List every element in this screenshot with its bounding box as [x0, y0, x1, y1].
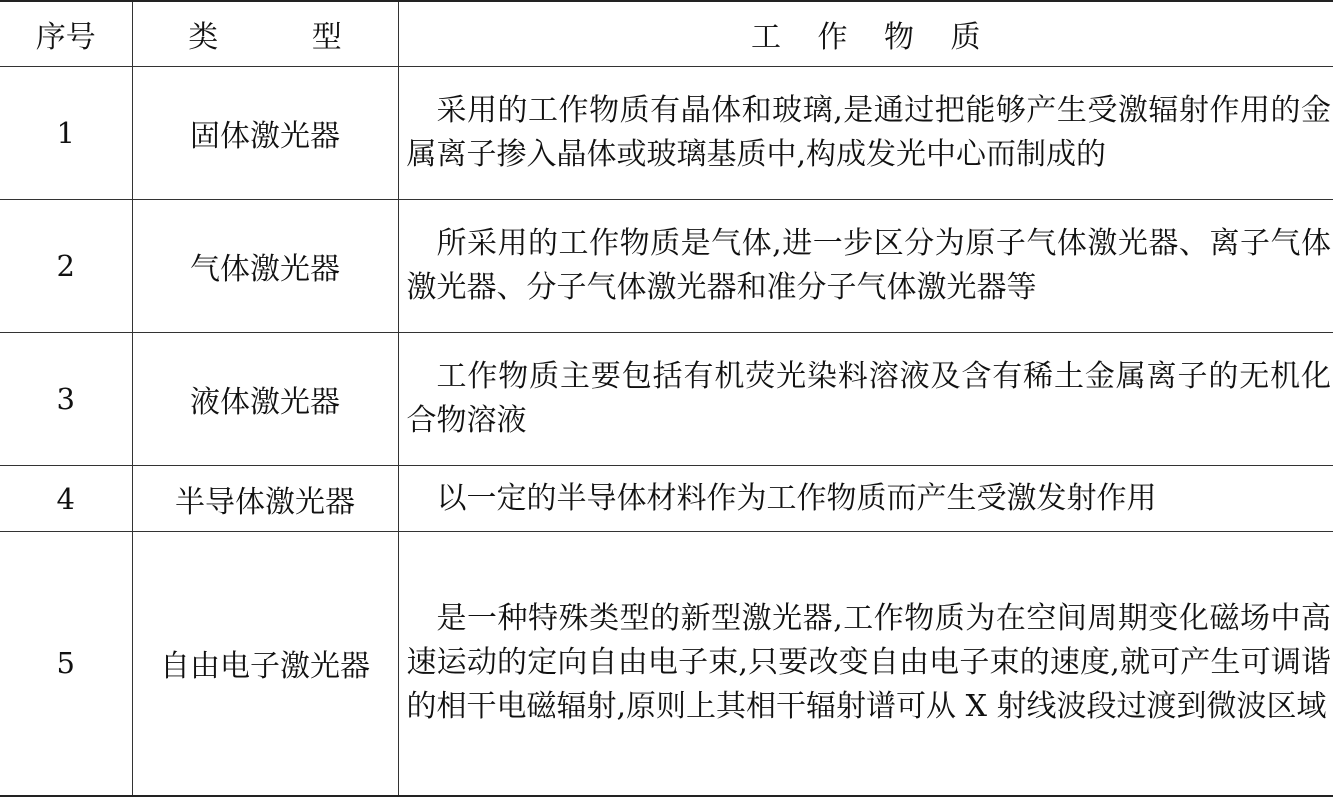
working-material: 以一定的半导体材料作为工作物质而产生受激发射作用	[398, 466, 1333, 532]
header-material-label: 工 作 物 质	[750, 20, 995, 55]
header-row	[0, 1, 1333, 67]
working-material: 所采用的工作物质是气体,进一步区分为原子气体激光器、离子气体激光器、分子气体激光器和准分子气体激光器等	[398, 200, 1333, 333]
header-type-label: 类 型	[188, 20, 384, 55]
table-row	[0, 200, 1333, 333]
row-number: 5	[0, 532, 132, 796]
row-number: 4	[0, 466, 132, 532]
row-number: 3	[0, 333, 132, 466]
laser-type: 自由电子激光器	[132, 532, 398, 796]
laser-type: 固体激光器	[132, 67, 398, 200]
header-no: 序号	[0, 1, 132, 67]
working-material: 工作物质主要包括有机荧光染料溶液及含有稀土金属离子的无机化合物溶液	[398, 333, 1333, 466]
table-row	[0, 67, 1333, 200]
laser-type: 液体激光器	[132, 333, 398, 466]
row-number: 2	[0, 200, 132, 333]
table-row	[0, 532, 1333, 796]
laser-type: 半导体激光器	[132, 466, 398, 532]
working-material: 是一种特殊类型的新型激光器,工作物质为在空间周期变化磁场中高速运动的定向自由电子束,只要改变自由电子束的速度,就可产生可调谐的相干电磁辐射,原则上其相干辐射谱可从 X 射线波段过渡到微波区域	[398, 532, 1333, 796]
laser-type: 气体激光器	[132, 200, 398, 333]
table-row	[0, 466, 1333, 532]
table-row	[0, 333, 1333, 466]
header-material	[398, 1, 1333, 67]
working-material: 采用的工作物质有晶体和玻璃,是通过把能够产生受激辐射作用的金属离子掺入晶体或玻璃基质中,构成发光中心而制成的	[398, 67, 1333, 200]
row-number: 1	[0, 67, 132, 200]
header-type	[132, 1, 398, 67]
